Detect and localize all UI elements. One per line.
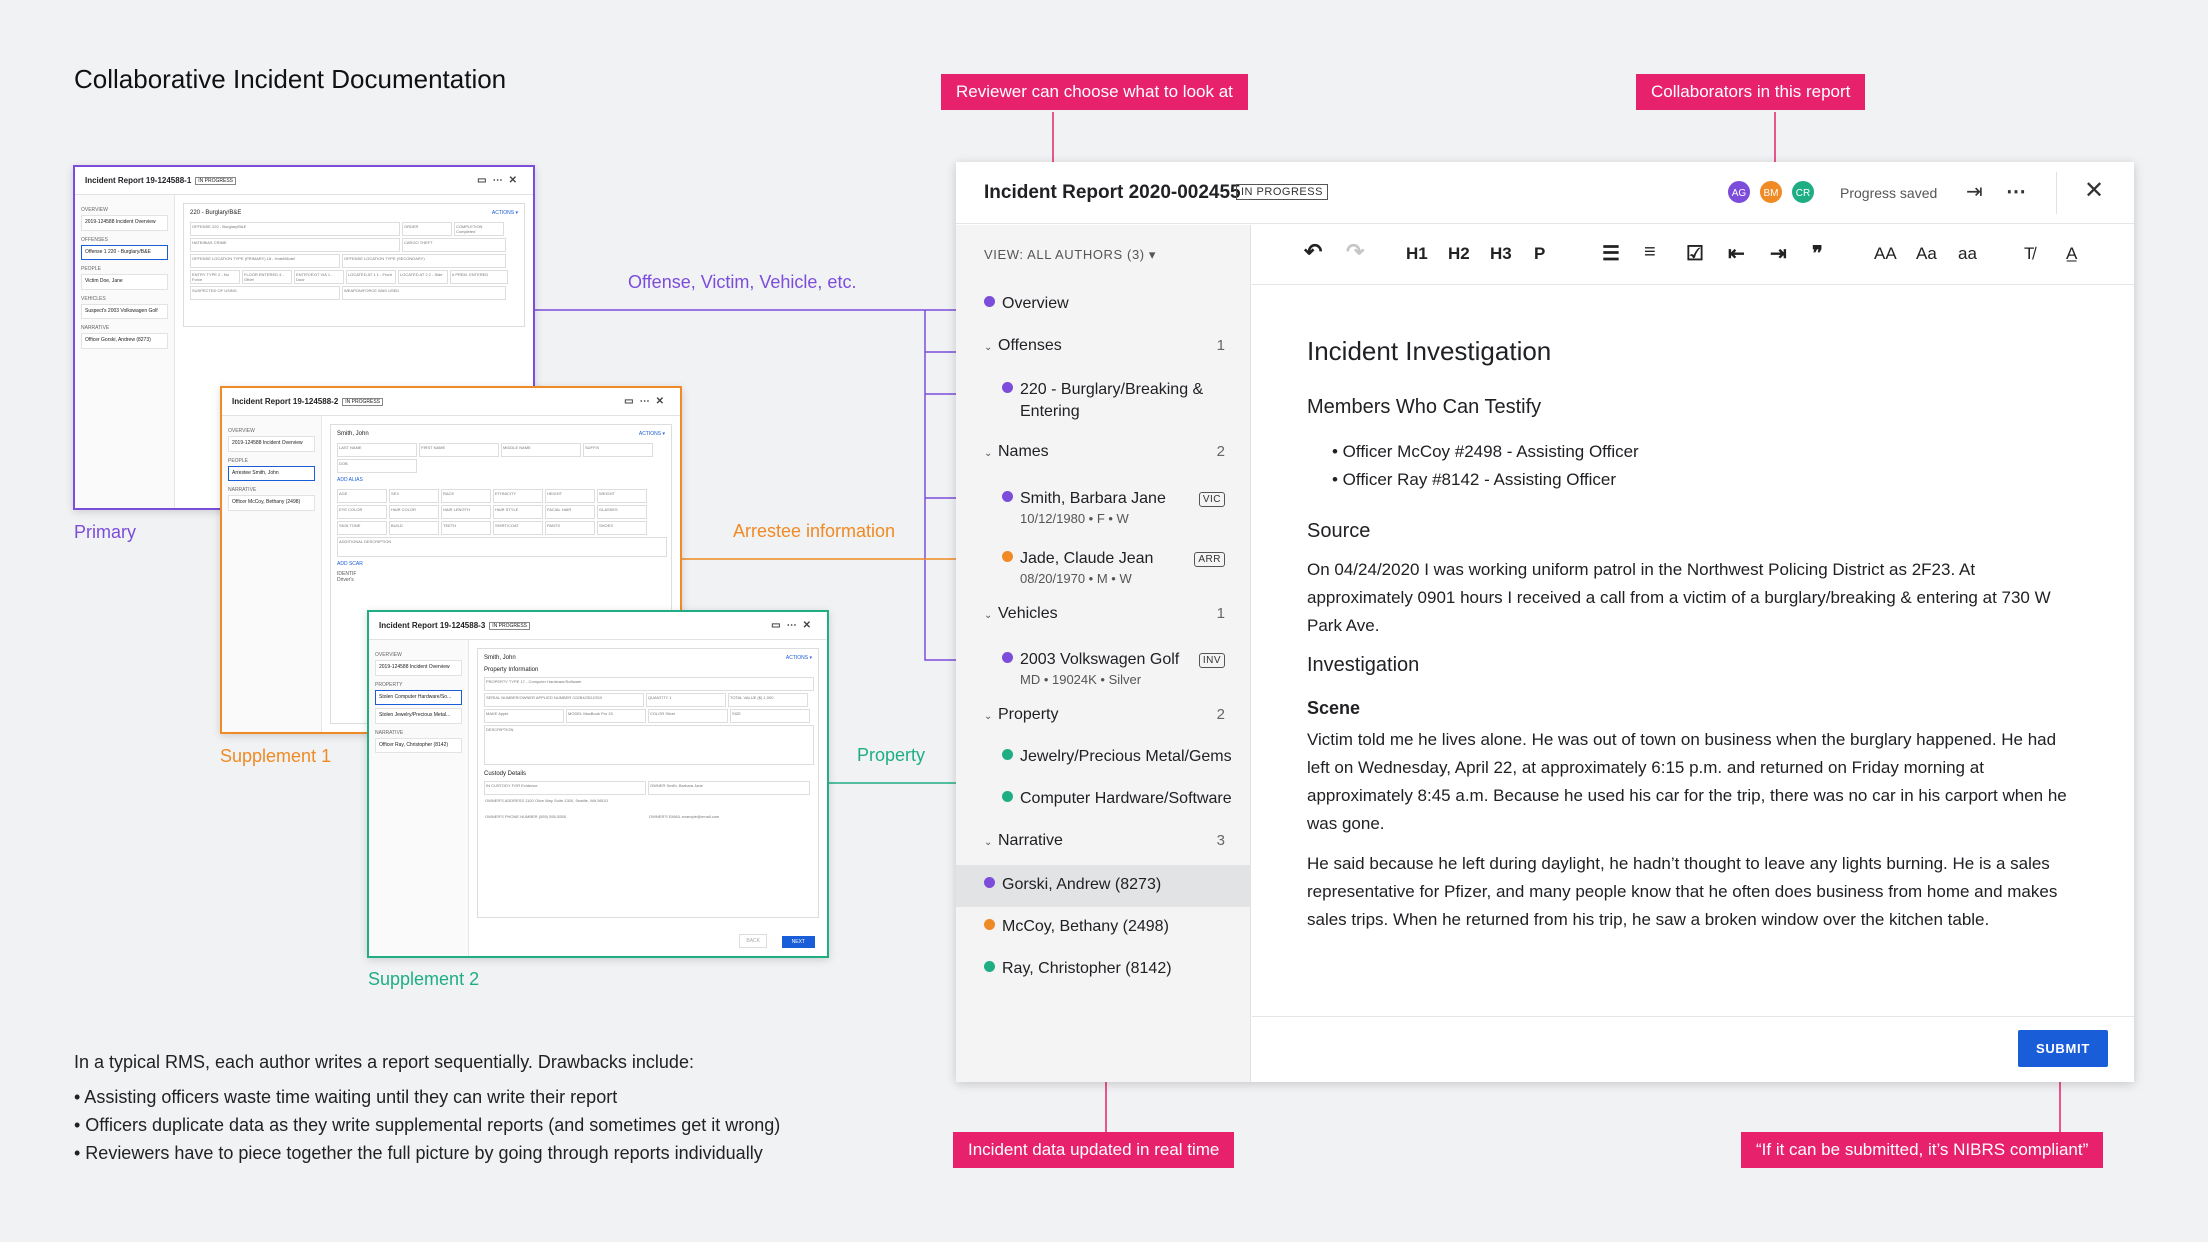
mini-field: ORDER bbox=[402, 222, 452, 236]
nav-item-vehicle[interactable] bbox=[956, 651, 1251, 687]
callout-reviewer: Reviewer can choose what to look at bbox=[941, 74, 1248, 110]
mini-s2-header bbox=[369, 612, 827, 640]
editor-toolbar bbox=[1252, 225, 2134, 285]
nav-label: McCoy, Bethany (2498) bbox=[1002, 918, 1169, 935]
mini-add-scar: ADD SCAR bbox=[337, 561, 363, 567]
report-header bbox=[956, 162, 2134, 224]
nav-label: Names bbox=[998, 443, 1049, 460]
nav-label: Jade, Claude Jean bbox=[1020, 550, 1154, 567]
mini-window-controls: ▭⋯✕ bbox=[771, 620, 817, 631]
mini-section: OVERVIEW bbox=[81, 207, 108, 213]
mini-field: LOCATED AT 2 2 - Side bbox=[398, 270, 448, 284]
mini-section: VEHICLES bbox=[81, 295, 106, 302]
nav-item-name[interactable] bbox=[956, 490, 1251, 526]
mini-card: Suspect's 2003 Volkswagen Golf bbox=[81, 304, 168, 320]
undo-icon[interactable]: ↶ bbox=[1304, 239, 1323, 264]
mini-field: DESCRIPTION bbox=[484, 725, 814, 765]
nav-label: 2003 Volkswagen Golf bbox=[1020, 651, 1180, 668]
mini-field: PROPERTY TYPE 17 - Computer Hardware/Software bbox=[484, 677, 814, 691]
mini-s1-sidebar bbox=[222, 416, 322, 732]
chevron-down-icon: ⌄ bbox=[984, 711, 993, 722]
mini-identifier-label: IDENTIF bbox=[337, 571, 357, 577]
author-dot bbox=[984, 961, 995, 972]
avatar[interactable]: BM bbox=[1758, 179, 1784, 205]
mini-section: NARRATIVE bbox=[228, 487, 257, 493]
mini-field: FACIAL HAIR bbox=[545, 505, 595, 519]
mini-s2-panel bbox=[477, 648, 819, 918]
nav-label: Offenses bbox=[998, 337, 1062, 354]
doc-heading: Incident Investigation bbox=[1307, 336, 1552, 366]
spellcheck-icon[interactable]: A̲ bbox=[2066, 244, 2078, 263]
mini-card: 2019-124588 Incident Overview bbox=[375, 660, 462, 676]
mini-panel-title: Smith, John bbox=[484, 655, 516, 661]
author-dot bbox=[1002, 491, 1013, 502]
mini-field: HAIR STYLE bbox=[493, 505, 543, 519]
scene-paragraph: Victim told me he lives alone. He was out of town on business when the burglary happened. He had left on Wednesday, April 22, at approximately 6:15 p.m. and returned on Friday morning at approximately 8:45 a.m. Because he used his car for the trip, there was no car in his carport when he was gone. bbox=[1307, 730, 2067, 833]
mini-field: OFFENSE 220 - Burglary/B&E bbox=[190, 222, 400, 236]
mini-s1-status: IN PROGRESS bbox=[342, 398, 383, 406]
mini-subheading: Custody Details bbox=[484, 771, 527, 777]
report-navigation bbox=[956, 225, 1251, 1082]
callout-realtime: Incident data updated in real time bbox=[953, 1132, 1234, 1168]
mini-field: OWNER'S PHONE NUMBER (555) 555-5555 bbox=[485, 814, 567, 819]
mini-card: Stolen Jewelry/Precious Metal... bbox=[375, 708, 462, 724]
mini-field: MAKE Apple bbox=[484, 709, 564, 723]
paragraph-button[interactable]: P bbox=[1534, 244, 1546, 263]
page-title: Collaborative Incident Documentation bbox=[74, 64, 507, 94]
nav-count: 1 bbox=[1216, 605, 1225, 622]
heading3-button[interactable]: H3 bbox=[1490, 244, 1512, 263]
titlecase-button[interactable]: Aa bbox=[1916, 244, 1937, 263]
arrestee-tag: ARR bbox=[1194, 552, 1225, 567]
mini-back-button: BACK bbox=[739, 934, 767, 948]
mini-s1-label: Supplement 1 bbox=[220, 746, 332, 766]
mini-field: COMPLETION Completed bbox=[454, 222, 504, 236]
mini-field: OFFENSE LOCATION TYPE (SECONDARY) bbox=[342, 254, 506, 268]
nav-item-property[interactable] bbox=[956, 748, 1251, 766]
avatar[interactable]: AG bbox=[1726, 179, 1752, 205]
callout-nibrs: “If it can be submitted, it’s NIBRS compliant” bbox=[1741, 1132, 2103, 1168]
nav-count: 2 bbox=[1216, 706, 1225, 723]
arrestee-label: Arrestee information bbox=[733, 521, 896, 541]
mini-field: PANTS bbox=[545, 521, 595, 535]
nav-label: Property bbox=[998, 706, 1059, 723]
mini-s2-sidebar bbox=[369, 640, 469, 956]
mini-field: DOB bbox=[337, 459, 417, 473]
investigation-heading: Investigation bbox=[1307, 654, 1420, 676]
nav-sublabel: 10/12/1980 • F • W bbox=[1020, 511, 1129, 526]
nav-label: 220 - Burglary/Breaking & bbox=[1020, 381, 1204, 398]
checklist-icon[interactable]: ☑ bbox=[1686, 243, 1704, 265]
header-divider bbox=[2056, 172, 2057, 214]
author-dot bbox=[1002, 551, 1013, 562]
nav-label: Computer Hardware/Software bbox=[1020, 790, 1232, 807]
mini-section: PEOPLE bbox=[228, 457, 249, 464]
mini-identifier-value: Driver's bbox=[337, 577, 354, 583]
nav-label: Jewelry/Precious Metal/Gems bbox=[1020, 748, 1232, 765]
nav-count: 3 bbox=[1216, 832, 1225, 849]
chevron-down-icon: ⌄ bbox=[984, 837, 993, 848]
mini-field: SERIAL NUMBER/OWNER APPLIED NUMBER C02B42SDJG5X bbox=[484, 693, 644, 707]
report-status-badge: IN PROGRESS bbox=[1236, 184, 1328, 200]
clear-format-icon[interactable]: T̸ bbox=[2024, 244, 2035, 263]
lowercase-button[interactable]: aa bbox=[1958, 244, 1977, 263]
mini-section: OVERVIEW bbox=[375, 652, 402, 658]
intro-text: In a typical RMS, each author writes a report sequentially. Drawbacks include: bbox=[74, 1052, 694, 1072]
mini-field: ENTRY TYPE 2 - No Force bbox=[190, 270, 240, 284]
nav-count: 1 bbox=[1216, 337, 1225, 354]
mini-section: OVERVIEW bbox=[228, 428, 255, 434]
incident-report-window bbox=[956, 162, 2134, 1082]
nav-overview[interactable] bbox=[956, 295, 1251, 313]
nav-sublabel: MD • 19024K • Silver bbox=[1020, 672, 1142, 687]
mini-primary-main bbox=[175, 195, 533, 335]
redo-icon[interactable]: ↷ bbox=[1346, 239, 1365, 264]
mini-field: GLASSES bbox=[597, 505, 647, 519]
author-dot bbox=[1002, 749, 1013, 760]
report-title: Incident Report 2020-002455 bbox=[984, 182, 1241, 203]
nav-item-narrative[interactable] bbox=[956, 960, 1251, 978]
nav-group-narrative[interactable] bbox=[956, 832, 1251, 850]
mini-field: SIZE bbox=[730, 709, 810, 723]
indent-icon[interactable]: ⇥ bbox=[1770, 243, 1787, 265]
mini-s2-status: IN PROGRESS bbox=[489, 622, 530, 630]
mini-add-alias: ADD ALIAS bbox=[337, 477, 363, 483]
mini-field: MODEL MacBook Pro 15 bbox=[566, 709, 646, 723]
mini-actions: ACTIONS ▾ bbox=[638, 431, 665, 437]
drawback-bullet: • Assisting officers waste time waiting until they can write their report bbox=[74, 1087, 618, 1107]
mini-field: RACE bbox=[441, 489, 491, 503]
mini-actions: ACTIONS ▾ bbox=[785, 655, 812, 661]
nav-sublabel: 08/20/1970 • M • W bbox=[1020, 571, 1132, 586]
mini-section: NARRATIVE bbox=[81, 325, 110, 331]
mini-primary-header bbox=[75, 167, 533, 195]
chevron-down-icon: ⌄ bbox=[984, 448, 993, 459]
numbered-list-icon[interactable]: ≡ bbox=[1644, 241, 1656, 263]
nav-label: Ray, Christopher (8142) bbox=[1002, 960, 1172, 977]
quote-icon[interactable]: ❞ bbox=[1812, 243, 1823, 265]
mini-card: Stolen Computer Hardware/So... bbox=[375, 690, 462, 706]
nav-item-offense[interactable] bbox=[956, 379, 1251, 423]
author-dot bbox=[984, 296, 995, 307]
victim-tag: VIC bbox=[1199, 492, 1225, 507]
mini-card: Offense 1 220 - Burglary/B&E bbox=[81, 245, 168, 261]
mini-panel-title: 220 - Burglary/B&E bbox=[190, 210, 242, 216]
avatar[interactable]: CR bbox=[1790, 179, 1816, 205]
nav-group-names[interactable] bbox=[956, 443, 1251, 461]
drawback-bullet: • Reviewers have to piece together the full picture by going through reports individually bbox=[74, 1143, 763, 1163]
nav-label: Vehicles bbox=[998, 605, 1058, 622]
mini-field: FIRST NAME bbox=[419, 443, 499, 457]
mini-field: ADDITIONAL DESCRIPTION bbox=[337, 537, 667, 557]
mini-field: HEIGHT bbox=[545, 489, 595, 503]
nav-label: Entering bbox=[1020, 403, 1080, 420]
nav-group-property[interactable] bbox=[956, 706, 1251, 724]
mini-field: HAIR LENGTH bbox=[441, 505, 491, 519]
submit-button[interactable]: SUBMIT bbox=[2018, 1030, 2108, 1067]
mini-s1-title: Incident Report 19-124588-2 bbox=[232, 397, 339, 406]
mini-field: TEETH bbox=[441, 521, 491, 535]
property-label: Property bbox=[857, 745, 926, 765]
mini-primary-status: IN PROGRESS bbox=[195, 177, 236, 185]
mini-card: 2019-124588 Incident Overview bbox=[81, 215, 168, 231]
mini-primary-title: Incident Report 19-124588-1 bbox=[85, 176, 192, 185]
mini-field: TOTAL VALUE ($) 1,000 bbox=[728, 693, 808, 707]
mini-field: MIDDLE NAME bbox=[501, 443, 581, 457]
source-paragraph: On 04/24/2020 I was working uniform patrol in the Northwest Policing District as 2F23. At approximately 0901 hours I received a call from a victim of a burglary/breaking & entering at 730 W Park Ave. bbox=[1307, 560, 2051, 635]
mini-field: WEIGHT bbox=[597, 489, 647, 503]
mini-field: AGE bbox=[337, 489, 387, 503]
nav-group-offenses[interactable] bbox=[956, 337, 1251, 355]
mini-field: # PREM. ENTERED bbox=[450, 270, 508, 284]
mini-card: Officer Ray, Christopher (8142) bbox=[375, 738, 462, 754]
mini-primary-label: Primary bbox=[74, 522, 136, 542]
collapse-panel-icon[interactable]: ⇥ bbox=[1966, 181, 1983, 203]
scene-paragraph: He said because he left during daylight, he hadn’t thought to leave any lights burning. He is a sales representative for Pfizer, and many people know that he often does business from home and makes sales trips. When he returned from his trip, he saw a broken window over the kitchen table. bbox=[1307, 854, 2058, 929]
mini-field: OWNER'S ADDRESS 1100 Olive Way Suite 1300, Seattle, WA 98101 bbox=[485, 798, 609, 803]
mini-next-button: NEXT bbox=[782, 936, 815, 948]
mini-field: SKIN TONE bbox=[337, 521, 387, 535]
mini-field: EYE COLOR bbox=[337, 505, 387, 519]
narrative-editor[interactable] bbox=[1252, 286, 2134, 1016]
mini-field: ETHNICITY bbox=[493, 489, 543, 503]
close-icon[interactable]: ✕ bbox=[2084, 177, 2105, 204]
involved-tag: INV bbox=[1199, 653, 1225, 668]
mini-s2-title: Incident Report 19-124588-3 bbox=[379, 621, 486, 630]
mini-field: IN CUSTODY FOR Evidence bbox=[484, 781, 646, 795]
bullet-list-icon[interactable]: ☰ bbox=[1602, 243, 1620, 265]
mini-field: QUANTITY 1 bbox=[646, 693, 726, 707]
mini-field: SHOES bbox=[597, 521, 647, 535]
mini-field: FLOOR ENTERED 4 - Other bbox=[242, 270, 292, 284]
mini-field: WEAPON/FORCE WAS USED bbox=[342, 286, 506, 300]
nav-item-narrative[interactable] bbox=[956, 918, 1251, 936]
mini-field: SUFFIX bbox=[583, 443, 653, 457]
mini-section: OFFENSES bbox=[81, 236, 108, 243]
mini-report-supplement2 bbox=[367, 610, 829, 958]
mini-field: ENTRY/EXIT VIA 1 - Door bbox=[294, 270, 344, 284]
mini-section: PEOPLE bbox=[81, 266, 102, 272]
mini-card: Victim Doe, Jane bbox=[81, 274, 168, 290]
mini-field: OFFENSE LOCATION TYPE (PRIMARY) 18 - Hotel/Motel bbox=[190, 254, 340, 268]
mini-field: LAST NAME bbox=[337, 443, 417, 457]
mini-field: CARGO THEFT bbox=[402, 238, 506, 252]
more-options-icon[interactable]: ⋯ bbox=[2006, 181, 2026, 203]
author-dot bbox=[1002, 791, 1013, 802]
offense-label: Offense, Victim, Vehicle, etc. bbox=[628, 272, 857, 292]
heading1-button[interactable]: H1 bbox=[1406, 244, 1428, 263]
members-heading: Members Who Can Testify bbox=[1307, 396, 1542, 418]
mini-field: OWNER'S EMAIL example@email.com bbox=[649, 814, 720, 819]
nav-item-narrative-selected[interactable] bbox=[956, 876, 1251, 894]
nav-item-property[interactable] bbox=[956, 790, 1251, 808]
mini-field: LOCATED AT 1 1 - Front bbox=[346, 270, 396, 284]
scene-heading: Scene bbox=[1307, 698, 1361, 718]
mini-field: HAIR COLOR bbox=[389, 505, 439, 519]
mini-field: SHIRT/COAT bbox=[493, 521, 543, 535]
mini-card: Officer McCoy, Bethany (2498) bbox=[228, 495, 315, 511]
source-heading: Source bbox=[1307, 520, 1371, 542]
author-dot bbox=[1002, 382, 1013, 393]
nav-count: 2 bbox=[1216, 443, 1225, 460]
mini-primary-panel bbox=[183, 203, 525, 327]
nav-label: Narrative bbox=[998, 832, 1063, 849]
mini-card: 2019-124588 Incident Overview bbox=[228, 436, 315, 452]
mini-s1-header bbox=[222, 388, 680, 416]
mini-field: BUILD bbox=[389, 521, 439, 535]
nav-group-vehicles[interactable] bbox=[956, 605, 1251, 623]
mini-card: Officer Gorski, Andrew (8273) bbox=[81, 333, 168, 349]
member-list-item: • Officer McCoy #2498 - Assisting Officer bbox=[1332, 442, 1639, 461]
uppercase-button[interactable]: AA bbox=[1874, 244, 1897, 263]
progress-saved-status: Progress saved bbox=[1840, 185, 1938, 201]
nav-label: Smith, Barbara Jane bbox=[1020, 490, 1166, 507]
author-dot bbox=[984, 877, 995, 888]
nav-label: Overview bbox=[1002, 295, 1069, 312]
member-list-item: • Officer Ray #8142 - Assisting Officer bbox=[1332, 470, 1617, 489]
mini-card: Arrestee Smith, John bbox=[228, 466, 315, 482]
outdent-icon[interactable]: ⇤ bbox=[1728, 243, 1745, 265]
mini-window-controls: ▭⋯✕ bbox=[624, 396, 670, 407]
chevron-down-icon: ⌄ bbox=[984, 342, 993, 353]
mini-field: OWNER Smith, Barbara Jane bbox=[648, 781, 810, 795]
mini-section: PROPERTY bbox=[375, 681, 403, 688]
mini-actions: ACTIONS ▾ bbox=[491, 210, 518, 216]
mini-s2-main bbox=[469, 640, 827, 926]
mini-section: NARRATIVE bbox=[375, 729, 404, 736]
nav-item-name[interactable] bbox=[956, 550, 1251, 586]
mini-window-controls: ▭⋯✕ bbox=[477, 175, 523, 186]
author-dot bbox=[984, 919, 995, 930]
callout-collaborators: Collaborators in this report bbox=[1636, 74, 1865, 110]
chevron-down-icon: ⌄ bbox=[984, 610, 993, 621]
mini-panel-title: Smith, John bbox=[337, 431, 369, 437]
heading2-button[interactable]: H2 bbox=[1448, 244, 1470, 263]
mini-s2-label: Supplement 2 bbox=[368, 969, 480, 989]
drawback-bullet: • Officers duplicate data as they write supplemental reports (and sometimes get it wrong) bbox=[74, 1115, 781, 1135]
mini-field: HATE/BIAS CRIME bbox=[190, 238, 400, 252]
author-dot bbox=[1002, 652, 1013, 663]
nav-label: Gorski, Andrew (8273) bbox=[1002, 876, 1162, 893]
mini-subheading: Property Information bbox=[484, 667, 539, 673]
mini-field: SUSPECTED OF USING bbox=[190, 286, 340, 300]
report-footer bbox=[1252, 1016, 2134, 1082]
mini-primary-sidebar bbox=[75, 195, 175, 508]
mini-field: COLOR Silver bbox=[648, 709, 728, 723]
view-authors-dropdown[interactable]: VIEW: ALL AUTHORS (3) ▾ bbox=[984, 247, 1157, 262]
mini-field: SEX bbox=[389, 489, 439, 503]
